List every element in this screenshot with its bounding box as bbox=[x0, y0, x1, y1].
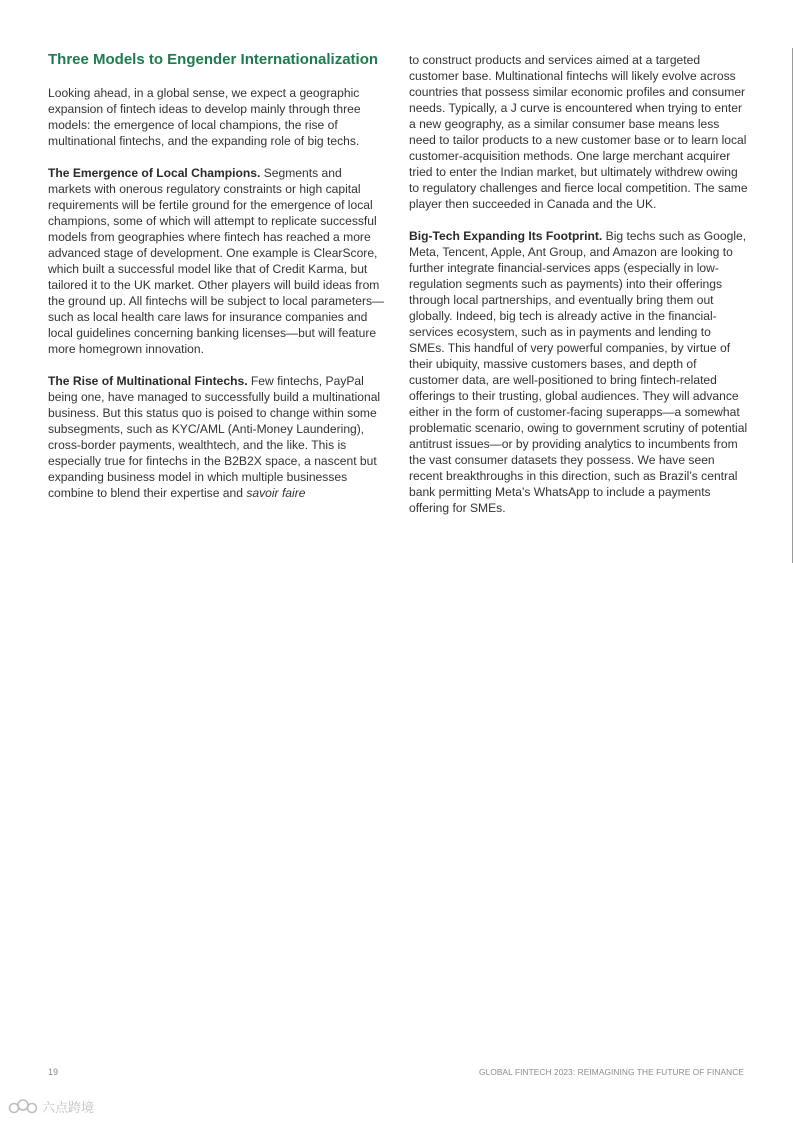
logo-mark-icon bbox=[8, 1098, 38, 1116]
right-column bbox=[409, 52, 749, 532]
watermark-text: 六点跨境 bbox=[42, 1100, 95, 1115]
local-champions-title: The Emergence of Local Champions. bbox=[48, 166, 261, 180]
multinational-body-1: Few fintechs, PayPal being one, have managed to successfully build a multinational business. But this status quo is poised to change within some subsegments, such as KYC/AML (Anti-Money Laundering), cross-border payments, wealthtech, and the like. This is especially true for fintechs in the B2B2X space, a nascent but expanding business model in which multiple businesses combine to blend their expertise and bbox=[48, 374, 381, 500]
big-tech-body: Big techs such as Google, Meta, Tencent, Apple, Ant Group, and Amazon are looking to further integrate financial-services apps (especially in low-regulation segments such as payments) into their offerings through local partnerships, and eventually bring them out globally. Indeed, big tech is already active in the financial-services ecosystem, such as in payments and lending to SMEs. This handful of very powerful companies, by virtue of their ubiquity, massive customers bases, and depth of customer data, are well-positioned to bring fintech-related offerings to their trusting, global audiences. They will advance either in the form of customer-facing superapps—a somewhat problematic scenario, owing to government scrutiny of potential antitrust issues—or by providing analytics to incumbents from the vast consumer datasets they possess. We have seen recent breakthroughs in this direction, such as Brazil’s central bank permitting Meta’s WhatsApp to include a payments offering for SMEs. bbox=[409, 229, 748, 515]
local-champions-paragraph bbox=[48, 165, 386, 357]
running-footer-title: GLOBAL FINTECH 2023: REIMAGINING THE FUTURE OF FINANCE bbox=[479, 1067, 744, 1077]
multinational-continuation: to construct products and services aimed at a targeted customer base. Multinational fintechs will likely evolve across countries that possess similar economic profiles and consumer needs. Typically, a J curve is encountered when trying to enter a new geography, as a similar consumer base means less need to tailor products to a new customer base or to learn local customer-acquisition methods. One large merchant acquirer tried to enter the Indian market, but ultimately withdrew owing to regulatory challenges and fierce local competition. The same player then succeeded in Canada and the UK. bbox=[409, 53, 748, 211]
multinational-title: The Rise of Multinational Fintechs. bbox=[48, 374, 248, 388]
multinational-paragraph bbox=[48, 373, 386, 501]
section-heading: Three Models to Engender Internationalization bbox=[48, 51, 379, 68]
local-champions-body: Segments and markets with onerous regulatory constraints or high capital requirements will be fertile ground for the emergence of local champions, some of which will attempt to replicate successful models from geographies where fintech has reached a more advanced stage of development. One example is ClearScore, which built a successful model like that of Credit Karma, but tailored it to the UK market. Other players will build ideas from the ground up. All fintechs will be subject to local parameters—such as local health care laws for insurance companies and local guidelines concerning banking licenses—but will feature more homegrown innovation. bbox=[48, 166, 385, 356]
page-number: 19 bbox=[48, 1067, 59, 1077]
left-column bbox=[48, 52, 386, 517]
intro-paragraph: Looking ahead, in a global sense, we expect a geographic expansion of fintech ideas to develop mainly through three models: the emergence of local champions, the rise of multinational fintechs, and the expanding role of big techs. bbox=[48, 86, 361, 148]
watermark bbox=[8, 1097, 94, 1116]
big-tech-title: Big-Tech Expanding Its Footprint. bbox=[409, 229, 603, 243]
multinational-italic: savoir faire bbox=[246, 486, 306, 500]
big-tech-paragraph bbox=[409, 228, 749, 516]
